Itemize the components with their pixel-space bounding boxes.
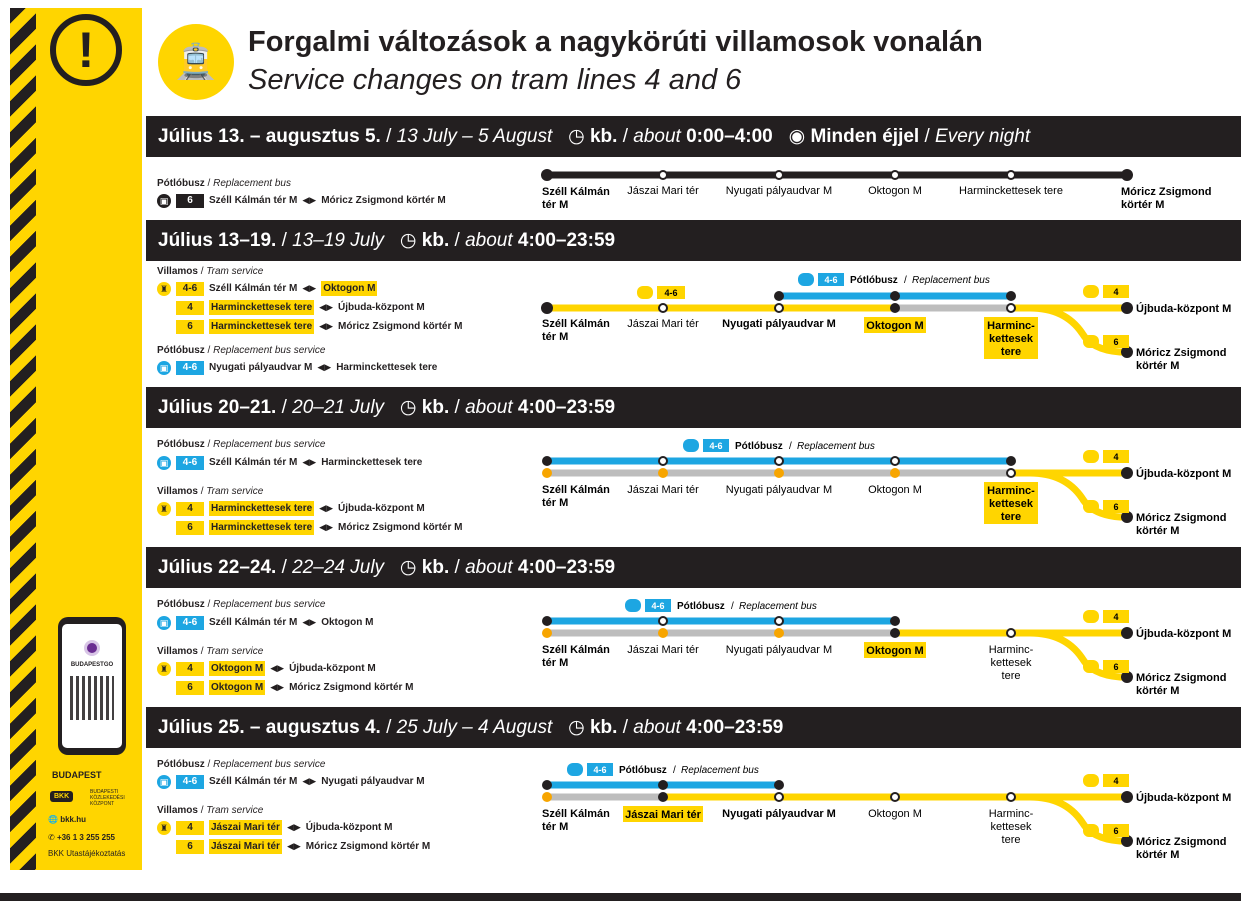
tram-icon: ♜ xyxy=(157,502,171,516)
map-bus-label-en: / xyxy=(731,601,734,612)
line-badge: 4-6 xyxy=(664,288,678,298)
stop-label: körtér M xyxy=(1136,360,1180,372)
website-link[interactable]: 🌐 bkk.hu xyxy=(48,815,86,824)
bus-icon: ▣ xyxy=(157,194,171,208)
map-bus-label: Pótlóbusz xyxy=(850,275,898,286)
stop-label: Oktogon M xyxy=(868,185,922,197)
app-name: BUDAPESTGO xyxy=(70,662,114,668)
stop-label: körtér M xyxy=(1136,525,1180,537)
line-badge: 4 xyxy=(176,662,204,676)
night-icon: ◉ xyxy=(788,126,806,147)
bus-label: Pótlóbusz / Replacement bus service xyxy=(157,759,326,770)
website: bkk.hu xyxy=(60,815,86,824)
bus-label: Pótlóbusz / Replacement bus service xyxy=(157,599,326,610)
stop-label: Oktogon M xyxy=(866,320,924,332)
stop-label: Nyugati pályaudvar M xyxy=(725,185,833,197)
route-row: 6 Oktogon M ◀▶ Móricz Zsigmond körtér M xyxy=(176,680,414,695)
line-badge: 4 xyxy=(1113,452,1119,462)
stop-label: Nyugati pályaudvar M xyxy=(722,318,836,330)
route-row: ▣ 4-6 Nyugati pályaudvar M ◀▶ Harminckettesek tere xyxy=(157,360,437,375)
stop-label: kettesek xyxy=(990,821,1032,833)
city-logo: BUDAPEST xyxy=(52,770,102,780)
line-badge: 6 xyxy=(1113,337,1119,347)
period-bar-5: Július 25. – augusztus 4. / 25 July – 4 August ◷ kb. / about 4:00–23:59 xyxy=(146,707,1241,748)
map-bus-label: Pótlóbusz xyxy=(735,441,783,452)
clock-icon: ◷ xyxy=(568,717,585,738)
bkk-logo: BKK xyxy=(50,791,73,802)
stop-label: tere xyxy=(1001,670,1021,682)
qr-code-icon xyxy=(70,676,114,720)
stop-label: kettesek xyxy=(990,657,1032,669)
stop-label: Újbuda-központ M xyxy=(1136,792,1232,804)
page-subtitle: Service changes on tram lines 4 and 6 xyxy=(248,64,742,96)
map-bus-label-en: Replacement bus xyxy=(681,765,759,776)
bus-icon: ▣ xyxy=(157,456,171,470)
stop-label: Nyugati pályaudvar M xyxy=(722,808,836,820)
stop-label: tere xyxy=(1001,834,1021,846)
line-badge: 4 xyxy=(1113,287,1119,297)
line-badge: 4 xyxy=(1113,612,1119,622)
line-badge: 4-6 xyxy=(176,361,204,375)
line-badge: 4 xyxy=(176,821,204,835)
line-badge: 6 xyxy=(176,681,204,695)
route-row: ▣ 4-6 Széll Kálmán tér M ◀▶ Nyugati pályaudvar M xyxy=(157,774,425,789)
line-badge: 6 xyxy=(176,320,204,334)
warning-icon: ! xyxy=(50,14,122,86)
stop-label: Harminc- xyxy=(988,644,1034,656)
line-badge: 4-6 xyxy=(176,282,204,296)
bottom-bar xyxy=(0,893,1241,901)
line-badge: 4 xyxy=(1113,776,1119,786)
line-badge: 4-6 xyxy=(824,275,838,285)
map-bus-label-en: Replacement bus xyxy=(739,601,817,612)
stop-label: kettesek xyxy=(988,333,1034,345)
stop-label: Oktogon M xyxy=(868,808,922,820)
stop-label: körtér M xyxy=(1121,199,1165,211)
stop-label: Széll Kálmán xyxy=(542,644,610,656)
phone: +36 1 3 255 255 xyxy=(56,833,115,842)
tram-icon: ♜ xyxy=(157,662,171,676)
bus-icon: ▣ xyxy=(157,616,171,630)
map-bus-label-en: / xyxy=(673,765,676,776)
tram-label: Villamos / Tram service xyxy=(157,486,264,497)
stop-label: Harminc- xyxy=(988,808,1034,820)
tram-icon: ♜ xyxy=(157,821,171,835)
line-badge: 6 xyxy=(176,521,204,535)
route-row: 6 Harminckettesek tere ◀▶ Móricz Zsigmond körtér M xyxy=(176,319,462,334)
bus-icon: ▣ xyxy=(157,775,171,789)
stop-label: Móricz Zsigmond xyxy=(1136,836,1227,848)
stop-label: Jászai Mari tér xyxy=(627,318,699,330)
stop-label: tér M xyxy=(542,331,569,343)
line-badge: 6 xyxy=(176,194,204,208)
tram-icon: ♜ xyxy=(157,282,171,296)
stop-label: tér M xyxy=(542,821,569,833)
phone-number[interactable]: ✆ +36 1 3 255 255 xyxy=(48,833,115,842)
clock-icon: ◷ xyxy=(399,557,417,578)
clock-icon: ◷ xyxy=(399,230,417,251)
bus-label: Pótlóbusz / Replacement bus service xyxy=(157,345,326,356)
stop-label: tere xyxy=(1000,511,1022,523)
line-badge: 6 xyxy=(176,840,204,854)
stop-label: tér M xyxy=(542,497,569,509)
clock-icon: ◷ xyxy=(399,397,417,418)
stop-label: Móricz Zsigmond xyxy=(1121,186,1212,198)
route-row: ♜ 4 Harminckettesek tere ◀▶ Újbuda-központ M xyxy=(157,501,425,516)
route-row: 6 Harminckettesek tere ◀▶ Móricz Zsigmond körtér M xyxy=(176,520,462,535)
stop-label: tere xyxy=(1000,346,1022,358)
stop-label: tér M xyxy=(542,657,569,669)
route-map-4 xyxy=(530,595,1241,705)
app-logo-icon xyxy=(84,640,100,656)
period-bar-1: Július 13. – augusztus 5. / 13 July – 5 August ◷ kb. / about 0:00–4:00 ◉ Minden éjjel / Every night xyxy=(146,116,1241,157)
stop-label: Újbuda-központ M xyxy=(1136,303,1232,315)
line-badge: 4-6 xyxy=(593,765,607,775)
period-bar-4: Július 22–24. / 22–24 July ◷ kb. / about 4:00–23:59 xyxy=(146,547,1241,588)
stop-label: Harminc- xyxy=(987,320,1035,332)
bus-label: Pótlóbusz / Replacement bus service xyxy=(157,439,326,450)
line-badge: 4 xyxy=(176,301,204,315)
stop-label: Móricz Zsigmond xyxy=(1136,347,1227,359)
map-bus-label-en: Replacement bus xyxy=(797,441,875,452)
stop-label: Jászai Mari tér xyxy=(627,644,699,656)
route-row: ▣ 6 Széll Kálmán tér M ◀▶ Móricz Zsigmond körtér M xyxy=(157,193,446,208)
line-badge: 4-6 xyxy=(651,601,665,611)
route-map-2 xyxy=(530,268,1241,378)
stop-label: Széll Kálmán xyxy=(542,186,610,198)
line-badge: 4 xyxy=(176,502,204,516)
stop-label: Újbuda-központ M xyxy=(1136,468,1232,480)
stop-label: kettesek xyxy=(988,498,1034,510)
hazard-stripe xyxy=(10,8,36,870)
tram-label: Villamos / Tram service xyxy=(157,805,264,816)
route-row: ▣ 4-6 Széll Kálmán tér M ◀▶ Oktogon M xyxy=(157,615,373,630)
line-badge: 4-6 xyxy=(709,441,723,451)
line-badge: 4-6 xyxy=(176,456,204,470)
route-row: ♜ 4 Jászai Mari tér ◀▶ Újbuda-központ M xyxy=(157,820,392,835)
stop-label: Móricz Zsigmond xyxy=(1136,672,1227,684)
stop-label: Harminckettesek tere xyxy=(959,185,1063,197)
stop-label: Oktogon M xyxy=(866,645,924,657)
stop-label: Jászai Mari tér xyxy=(625,809,701,821)
stop-label: Jászai Mari tér xyxy=(627,185,699,197)
route-map-3 xyxy=(530,435,1241,545)
route-map-5 xyxy=(530,759,1241,869)
route-row: ♜ 4-6 Széll Kálmán tér M ◀▶ Oktogon M xyxy=(157,281,377,296)
line-badge: 4-6 xyxy=(176,775,204,789)
route-row: ♜ 4 Oktogon M ◀▶ Újbuda-központ M xyxy=(157,661,376,676)
tram-label: Villamos / Tram service xyxy=(157,646,264,657)
map-bus-label: Pótlóbusz xyxy=(677,601,725,612)
bus-icon: ▣ xyxy=(157,361,171,375)
tram-label: Villamos / Tram service xyxy=(157,266,264,277)
stop-label: tér M xyxy=(542,199,569,211)
stop-label: Nyugati pályaudvar M xyxy=(725,644,833,656)
stop-label: Harminc- xyxy=(987,485,1035,497)
stop-label: Oktogon M xyxy=(868,484,922,496)
stop-label: körtér M xyxy=(1136,685,1180,697)
map-bus-label-en: Replacement bus xyxy=(912,275,990,286)
route-row: 4 Harminckettesek tere ◀▶ Újbuda-központ M xyxy=(176,300,425,315)
map-bus-label: Pótlóbusz xyxy=(619,765,667,776)
route-row: 6 Jászai Mari tér ◀▶ Móricz Zsigmond körtér M xyxy=(176,839,430,854)
stop-label: Széll Kálmán xyxy=(542,484,610,496)
stop-label: Újbuda-központ M xyxy=(1136,628,1232,640)
route-map-1 xyxy=(530,160,1241,220)
map-bus-label-en: / xyxy=(904,275,907,286)
map-bus-label-en: / xyxy=(789,441,792,452)
period-bar-3: Július 20–21. / 20–21 July ◷ kb. / about 4:00–23:59 xyxy=(146,387,1241,428)
info-label: BKK Utastájékoztatás xyxy=(48,849,126,858)
stop-label: Móricz Zsigmond xyxy=(1136,512,1227,524)
stop-label: Széll Kálmán xyxy=(542,318,610,330)
period-bar-2: Július 13–19. / 13–19 July ◷ kb. / about 4:00–23:59 xyxy=(146,220,1241,261)
page-title: Forgalmi változások a nagykörúti villamosok vonalán xyxy=(248,26,983,58)
bkk-logo-sub: BUDAPESTI KÖZLEKEDÉSI KÖZPONT xyxy=(90,789,125,807)
stop-label: Jászai Mari tér xyxy=(627,484,699,496)
stop-label: Széll Kálmán xyxy=(542,808,610,820)
tram-icon: 🚊 xyxy=(158,24,234,100)
phone-app-icon xyxy=(58,617,126,755)
line-badge: 6 xyxy=(1113,826,1119,836)
line-badge: 6 xyxy=(1113,502,1119,512)
route-row: ▣ 4-6 Széll Kálmán tér M ◀▶ Harminckettesek tere xyxy=(157,455,422,470)
clock-icon: ◷ xyxy=(568,126,585,147)
stop-label: körtér M xyxy=(1136,849,1180,861)
line-badge: 4-6 xyxy=(176,616,204,630)
bus-label: Pótlóbusz / Replacement bus xyxy=(157,178,291,189)
line-badge: 6 xyxy=(1113,662,1119,672)
stop-label: Nyugati pályaudvar M xyxy=(725,484,833,496)
